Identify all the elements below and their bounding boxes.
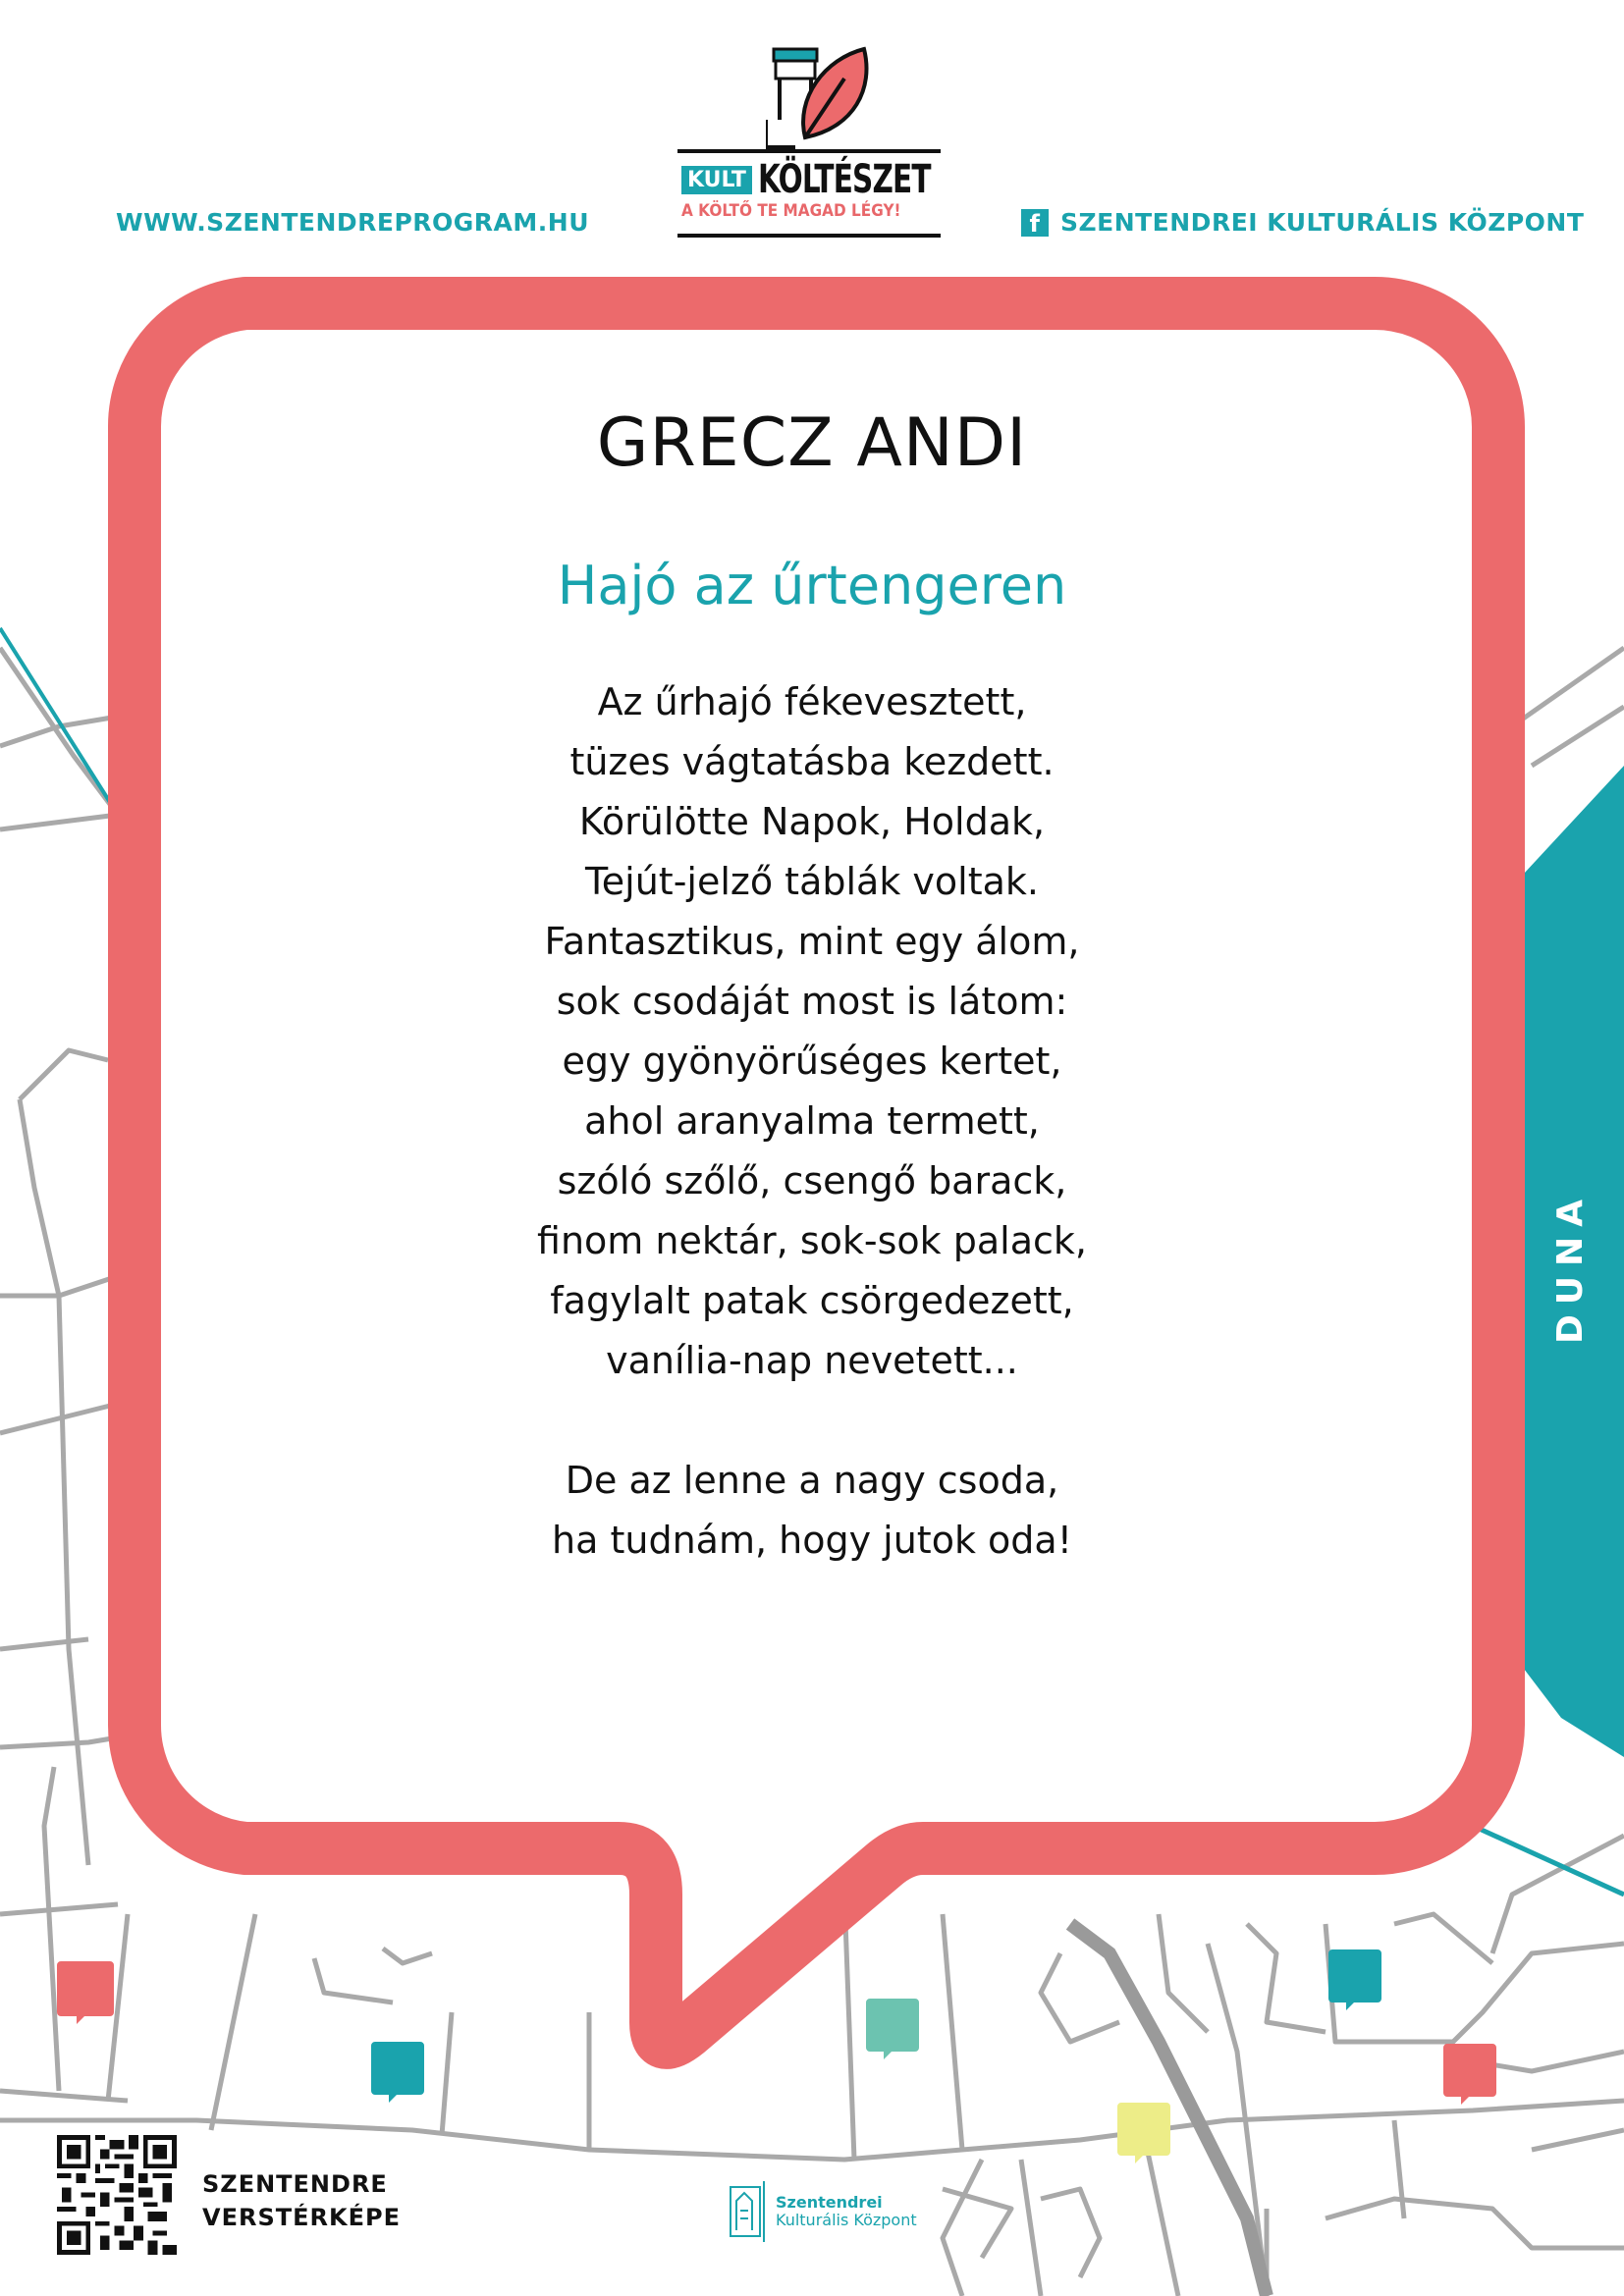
logo-name: KÖLTÉSZET	[757, 157, 931, 202]
poem-line: tüzes vágtatásba kezdett.	[569, 740, 1055, 783]
poem-line: vanília-nap nevetett...	[606, 1339, 1018, 1382]
website-link[interactable]: WWW.SZENTENDREPROGRAM.HU	[116, 208, 589, 237]
poem-body	[0, 672, 1624, 1571]
poem-stanza-2	[0, 1451, 1624, 1571]
poem-line: Tejút-jelző táblák voltak.	[585, 860, 1039, 903]
poem-line: egy gyönyörűséges kertet,	[562, 1040, 1062, 1083]
org-name	[776, 2194, 917, 2229]
facebook-link[interactable]	[1021, 208, 1584, 237]
poem-line: finom nektár, sok-sok palack,	[537, 1219, 1087, 1262]
org-name-line2: Kulturális Központ	[776, 2211, 917, 2229]
facebook-label: SZENTENDREI KULTURÁLIS KÖZPONT	[1060, 208, 1585, 237]
poem-line: fagylalt patak csörgedezett,	[550, 1279, 1074, 1322]
footer-label	[202, 2167, 401, 2234]
poem-line: ahol aranyalma termett,	[584, 1099, 1040, 1143]
poem-line: sok csodáját most is látom:	[556, 980, 1068, 1023]
logo-bottom-rule	[677, 234, 941, 238]
poem-title: Hajó az űrtengeren	[557, 555, 1067, 616]
facebook-icon: f	[1021, 209, 1049, 237]
poem-line: ha tudnám, hogy jutok oda!	[552, 1519, 1072, 1562]
poem-line: Az űrhajó fékevesztett,	[597, 680, 1027, 723]
qr-code-icon[interactable]	[57, 2135, 177, 2255]
org-logo-icon	[729, 2181, 766, 2242]
river-label-text: DUNA	[1550, 1189, 1592, 1344]
quill-icon	[766, 39, 874, 149]
footer-label-line1: SZENTENDRE	[202, 2170, 388, 2198]
poem-line: De az lenne a nagy csoda,	[565, 1459, 1059, 1502]
poem-stanza-1	[0, 672, 1624, 1391]
poem-line: szóló szőlő, csengő barack,	[557, 1159, 1067, 1202]
logo-top-rule	[677, 149, 941, 153]
org-name-line1: Szentendrei	[776, 2193, 883, 2212]
poem-author: GRECZ ANDI	[596, 404, 1028, 482]
poem-line: Fantasztikus, mint egy álom,	[544, 920, 1080, 963]
logo-kult: KULT	[681, 166, 752, 194]
footer-label-line2: VERSTÉRKÉPE	[202, 2204, 401, 2231]
org-logo	[729, 2181, 917, 2242]
logo-tagline: A KÖLTŐ TE MAGAD LÉGY!	[681, 201, 901, 221]
logo-wordmark	[681, 157, 968, 202]
kult-kolteszet-logo	[677, 39, 945, 249]
poem-line: Körülötte Napok, Holdak,	[578, 800, 1046, 843]
river-label	[1537, 1189, 1605, 1344]
